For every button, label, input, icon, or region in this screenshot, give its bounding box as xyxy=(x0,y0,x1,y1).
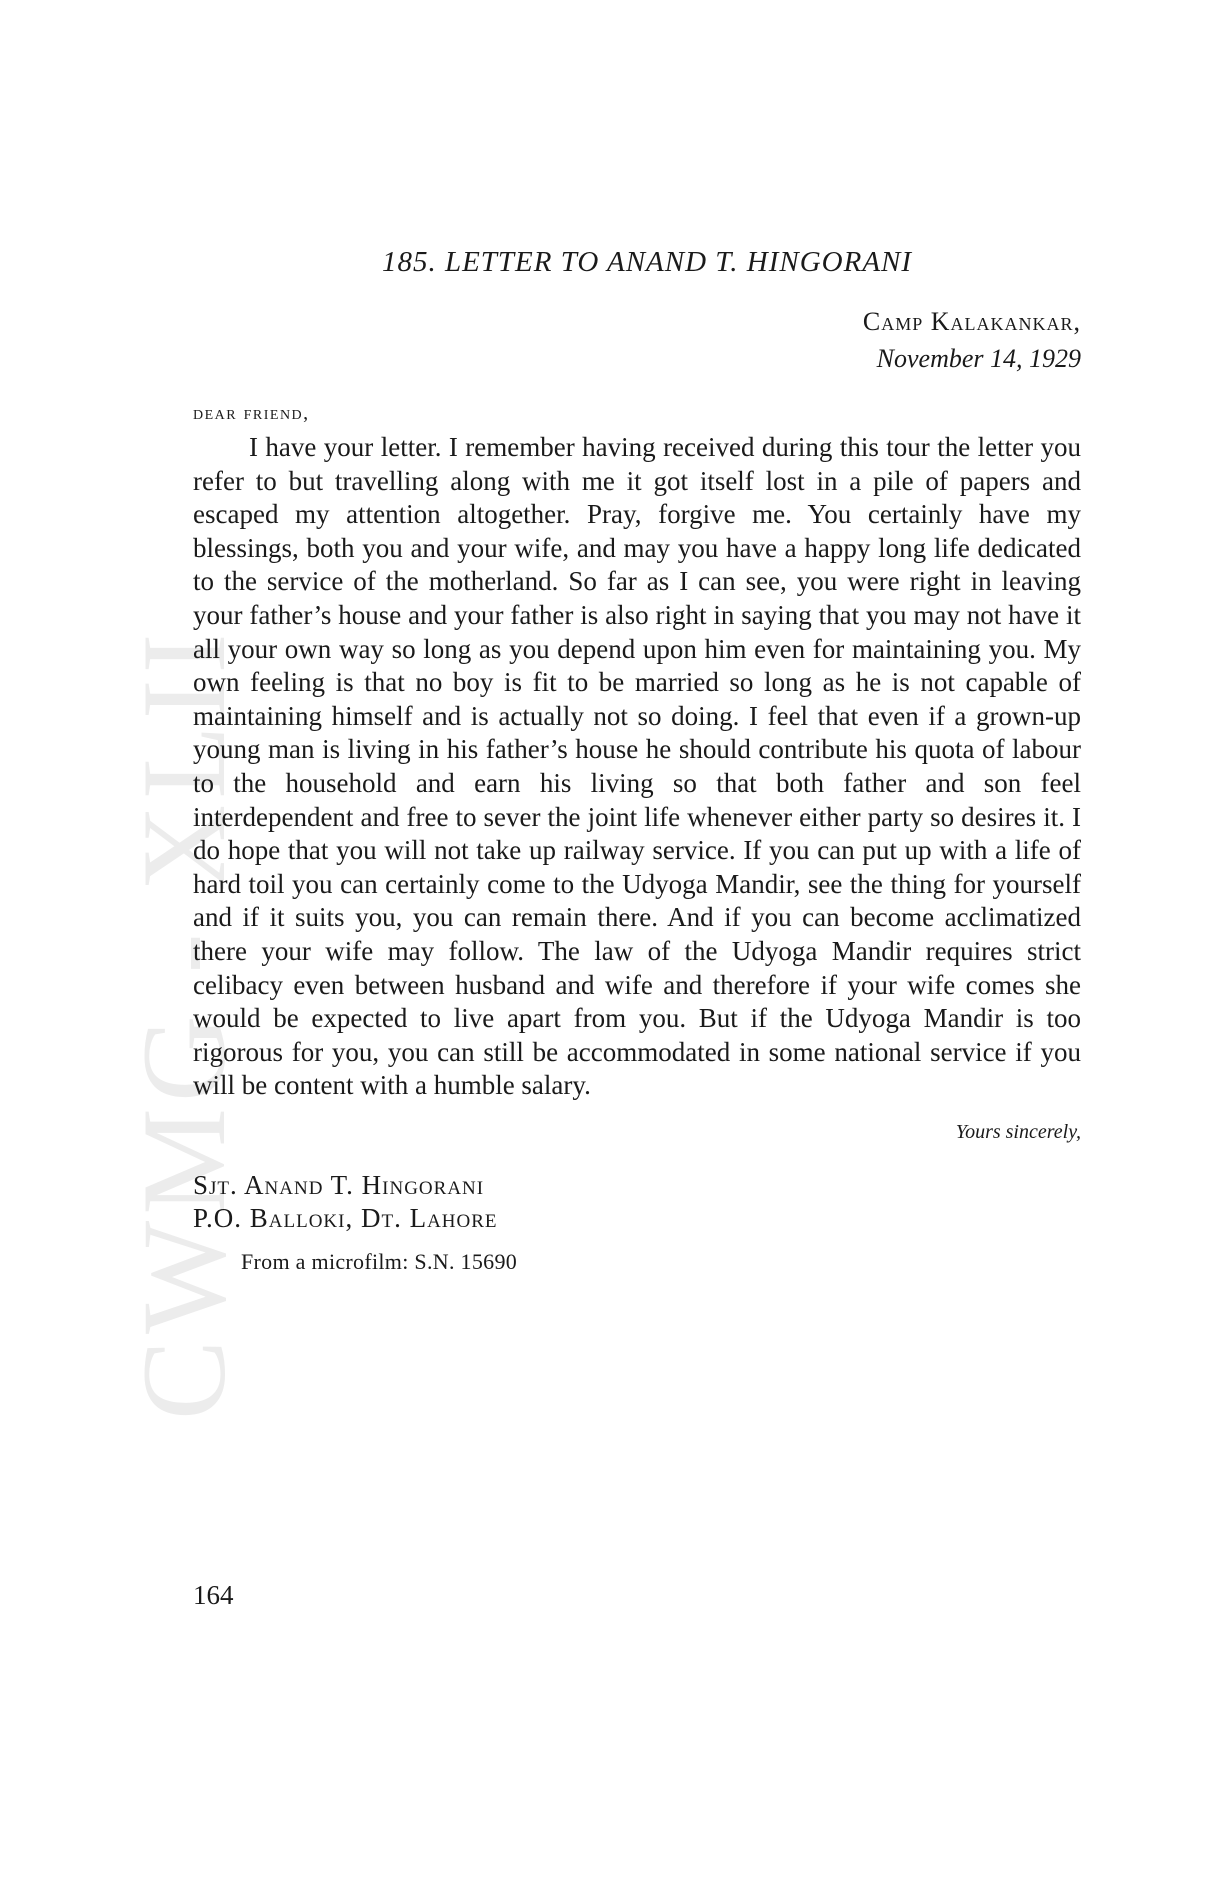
recipient-address xyxy=(193,1169,1081,1235)
letter-date: November 14, 1929 xyxy=(876,344,1081,373)
place-date-block xyxy=(193,303,1081,377)
letter-place: Camp Kalakankar, xyxy=(862,307,1081,336)
letter-heading: 185. LETTER TO ANAND T. HINGORANI xyxy=(381,246,913,278)
page-number: 164 xyxy=(193,1580,234,1610)
source-note: From a microfilm: S.N. 15690 xyxy=(241,1248,518,1274)
address-line-2: P.O. Balloki, Dt. Lahore xyxy=(193,1202,498,1233)
letter-content xyxy=(193,246,1081,1275)
watermark: CWMG - XLII xyxy=(117,627,250,1420)
letter-body: I have your letter. I remember having received during this tour the letter you refer to but travelling along with me it got itself lost in a pile of papers and escaped my attention altogether. Pray, forgive me. You certainly have my blessings, both you and your wife, and may you have a happy long life dedicated to the service of the motherland. So far as I can see, you were right in leaving your father’s house and your father is also right in saying that you may not have it all your own way so long as you depend upon him even for maintaining you. My own feeling is that no boy is fit to be married so long as he is not capable of maintaining himself and is actually not so doing. I feel that even if a grown-up young man is living in his father’s house he should contribute his quota of labour to the household and earn his living so that both father and son feel interdependent and free to sever the joint life whenever either party so desires it. I do hope that you will not take up railway service. If you can put up with a life of hard toil you can certainly come to the Udyoga Mandir, see the thing for yourself and if it suits you, you can remain there. And if you can become acclimatized there your wife may follow. The law of the Udyoga Mandir requires strict celibacy even between husband and wife and therefore if your wife comes she would be expected to live apart from you. But if the Udyoga Mandir is too rigorous for you, you can still be accommodated in some national service if you will be content with a humble salary. xyxy=(193,432,1081,1101)
closing: Yours sincerely, xyxy=(955,1120,1081,1143)
salutation: dear friend, xyxy=(193,402,310,424)
address-line-1: Sjt. Anand T. Hingorani xyxy=(193,1169,485,1200)
